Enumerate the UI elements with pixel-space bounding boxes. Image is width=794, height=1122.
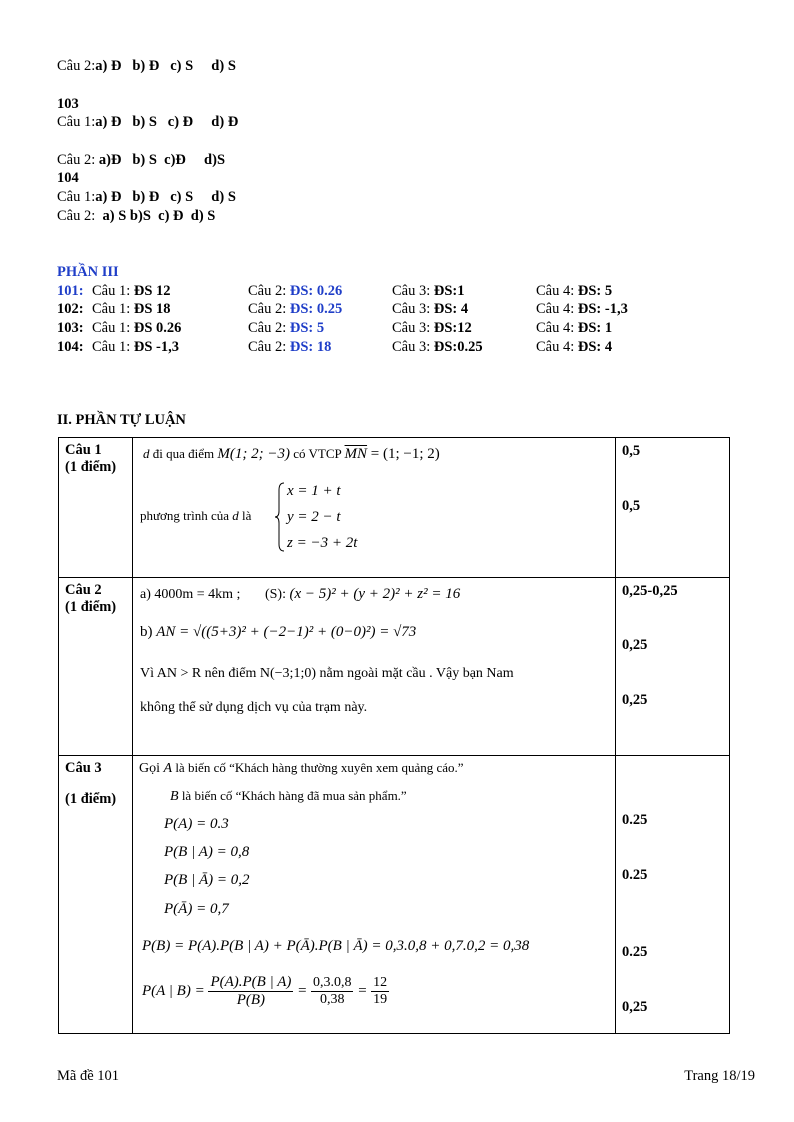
q2-line-b	[140, 624, 416, 641]
eq-line: x = 1 + t	[287, 483, 341, 499]
section-title: PHẦN III	[57, 264, 119, 280]
fraction	[371, 975, 389, 1008]
c3	[392, 301, 468, 318]
value: ĐS:0.25	[433, 339, 483, 355]
numerator: 0,3.0,8	[312, 975, 352, 990]
score: 0.25	[622, 812, 648, 828]
label: Câu 4:	[536, 320, 575, 336]
question-cell	[59, 756, 133, 1034]
question-cell	[59, 438, 133, 578]
table-row	[59, 438, 730, 578]
value: ĐS: 5	[577, 283, 613, 299]
label: Câu 2:	[248, 301, 287, 317]
q2-line-a	[140, 586, 460, 603]
answer-line	[57, 58, 236, 75]
section-title: II. PHẦN TỰ LUẬN	[57, 412, 186, 428]
answer-line	[57, 114, 238, 131]
answer-item: d) S	[211, 189, 236, 205]
question-label: Câu 2:	[57, 58, 96, 74]
answer-item: d) Đ	[211, 114, 239, 130]
fraction	[311, 975, 354, 1008]
answer-cell	[133, 438, 616, 578]
var: d	[143, 446, 150, 461]
math: P(A | B) =	[142, 982, 205, 999]
score: 0,25	[622, 692, 648, 708]
value: ĐS:1	[433, 283, 465, 299]
text: đi qua điểm	[149, 446, 218, 461]
answer-item: a) S	[102, 208, 127, 224]
var: d	[232, 508, 239, 523]
answer-line	[57, 189, 236, 206]
essay-table	[58, 437, 730, 1034]
text: Vì AN > R nên điểm N(−3;1;0) nằm ngoài mặt cầu . Vậy bạn Nam	[140, 666, 514, 681]
text: b)	[140, 624, 153, 640]
answer-item: d)S	[204, 152, 226, 168]
text: là	[238, 508, 252, 523]
score: 0,25	[622, 637, 648, 653]
answer-cell	[133, 756, 616, 1034]
denominator: 0,38	[319, 992, 345, 1007]
q1-line1	[143, 446, 440, 463]
math: AN = √((5+3)² + (−2−1)² + (0−0)²) = √73	[156, 624, 417, 640]
score: 0,5	[622, 443, 641, 459]
answer-item: c) Đ	[158, 208, 184, 224]
text: a) 4000m = 4km ;	[140, 587, 241, 602]
c4	[536, 301, 628, 318]
table-row	[59, 578, 730, 756]
label: Câu 1:	[92, 320, 131, 336]
score: 0,25-0,25	[622, 583, 678, 599]
brace-icon	[275, 482, 285, 552]
text: không thể sử dụng dịch vụ của trạm này.	[140, 700, 368, 715]
prob-line: P(Ā) = 0,7	[164, 901, 229, 917]
row-code: 104:	[57, 339, 84, 355]
math: M(1; 2; −3)	[217, 446, 290, 462]
question-label: Câu 1:	[57, 114, 96, 130]
footer-right: Trang 18/19	[684, 1068, 755, 1084]
c2	[248, 283, 342, 300]
answer-item: b)S	[129, 208, 151, 224]
question-label: Câu 2:	[57, 152, 96, 168]
answer-item: b) S	[132, 152, 157, 168]
c2	[248, 339, 331, 356]
value: ĐS 0.26	[133, 320, 182, 336]
question-label: Câu 1:	[57, 189, 96, 205]
c3	[392, 320, 472, 337]
value: ĐS: -1,3	[577, 301, 628, 317]
answer-line	[57, 208, 215, 225]
numerator: 12	[373, 975, 388, 990]
numerator: P(A).P(B | A)	[210, 974, 292, 990]
c1	[92, 301, 171, 318]
question-cell	[59, 578, 133, 756]
value: ĐS 18	[133, 301, 171, 317]
c2	[248, 320, 324, 337]
answer-item: b) Đ	[132, 58, 160, 74]
answer-line	[57, 152, 225, 169]
text: phương trình của	[140, 508, 233, 523]
label: Câu 4:	[536, 301, 575, 317]
answer-item: a) Đ	[95, 58, 122, 74]
value: ĐS: 0.25	[289, 301, 343, 317]
label: Câu 2:	[248, 320, 287, 336]
question-points: (1 điểm)	[65, 459, 117, 475]
question-label: Câu 3	[65, 760, 102, 776]
answer-item: d) S	[211, 58, 236, 74]
score: 0.25	[622, 944, 648, 960]
answer-item: a) Đ	[95, 114, 122, 130]
bayes-formula: P(A | B) = $\frac{P(A).P(B | A)}{P(B)}$ = $\frac{0,3.0,8}{0,38}$ = $\frac{12}{19}$	[142, 974, 388, 1008]
question-points: (1 điểm)	[65, 791, 117, 807]
label: Câu 1:	[92, 339, 131, 355]
q3-line2	[170, 788, 407, 805]
row-code: 103:	[57, 320, 84, 336]
footer-left: Mã đề 101	[57, 1068, 120, 1084]
answer-cell	[133, 578, 616, 756]
table-row	[59, 756, 730, 1034]
value: ĐS: 4	[433, 301, 469, 317]
var: B	[170, 789, 179, 804]
value: ĐS: 18	[289, 339, 332, 355]
answer-item: b) S	[132, 114, 157, 130]
c4	[536, 339, 612, 356]
label: Câu 3:	[392, 301, 431, 317]
prob-line: P(B | A) = 0,8	[164, 844, 250, 860]
question-label: Câu 1	[65, 442, 102, 458]
label: Câu 3:	[392, 339, 431, 355]
c3	[392, 283, 465, 300]
vector: $\overline{MN}$	[344, 446, 368, 462]
value: ĐS: 5	[289, 320, 325, 336]
value: ĐS -1,3	[133, 339, 180, 355]
answer-item: b) Đ	[132, 189, 160, 205]
total-prob: P(B) = P(A).P(B | A) + P(Ā).P(B | Ā) = 0,3.0,8 + 0,7.0,2 = 0,38	[142, 938, 530, 954]
answer-item: c) S	[170, 189, 194, 205]
text: (S):	[264, 587, 286, 602]
score-cell	[616, 438, 730, 578]
value: ĐS: 0.26	[289, 283, 343, 299]
label: Câu 4:	[536, 339, 575, 355]
text: Gọi	[139, 761, 164, 776]
question-label: Câu 2:	[57, 208, 96, 224]
answer-item: c)Đ	[164, 152, 186, 168]
denominator: 19	[373, 992, 388, 1007]
answer-item: a) Đ	[95, 189, 122, 205]
c1	[92, 339, 179, 356]
row-code: 101:	[57, 283, 84, 299]
math: (x − 5)² + (y + 2)² + z² = 16	[289, 586, 461, 602]
eq-line: y = 2 − t	[287, 509, 341, 525]
text: là biến cố “Khách hàng thường xuyên xem quảng cáo.”	[172, 760, 464, 775]
system-lines	[287, 478, 357, 556]
label: Câu 1:	[92, 283, 131, 299]
text: có VTCP	[290, 446, 345, 461]
eq-line: z = −3 + 2t	[287, 535, 358, 551]
exam-code: 104	[57, 170, 79, 186]
label: Câu 3:	[392, 320, 431, 336]
question-label: Câu 2	[65, 582, 102, 598]
denominator: P(B)	[236, 992, 266, 1008]
fraction	[208, 974, 293, 1009]
q3-line1	[139, 760, 464, 777]
c1	[92, 283, 171, 300]
score: 0,25	[622, 999, 648, 1015]
answer-item: d) S	[190, 208, 216, 224]
value: ĐS:12	[433, 320, 472, 336]
prob-line: P(B | Ā) = 0,2	[164, 872, 250, 888]
score-cell	[616, 578, 730, 756]
answer-item: a)Đ	[98, 152, 122, 168]
prob-line: P(A) = 0.3	[164, 816, 229, 832]
exam-code: 103	[57, 96, 79, 112]
label: Câu 2:	[248, 339, 287, 355]
c2	[248, 301, 342, 318]
math: = (1; −1; 2)	[367, 446, 440, 462]
c1	[92, 320, 181, 337]
answer-item: c) S	[170, 58, 194, 74]
score: 0,5	[622, 498, 641, 514]
c4	[536, 320, 612, 337]
row-code: 102:	[57, 301, 84, 317]
score: 0.25	[622, 867, 648, 883]
c4	[536, 283, 612, 300]
c3	[392, 339, 483, 356]
label: Câu 3:	[392, 283, 431, 299]
value: ĐS 12	[133, 283, 171, 299]
text: là biến cố “Khách hàng đã mua sản phẩm.”	[178, 788, 407, 803]
label: Câu 4:	[536, 283, 575, 299]
score-cell	[616, 756, 730, 1034]
label: Câu 2:	[248, 283, 287, 299]
value: ĐS: 1	[577, 320, 613, 336]
answer-item: c) Đ	[167, 114, 194, 130]
value: ĐS: 4	[577, 339, 613, 355]
q1-line2	[140, 508, 251, 524]
var: A	[163, 761, 173, 776]
question-points: (1 điểm)	[65, 599, 117, 615]
label: Câu 1:	[92, 301, 131, 317]
